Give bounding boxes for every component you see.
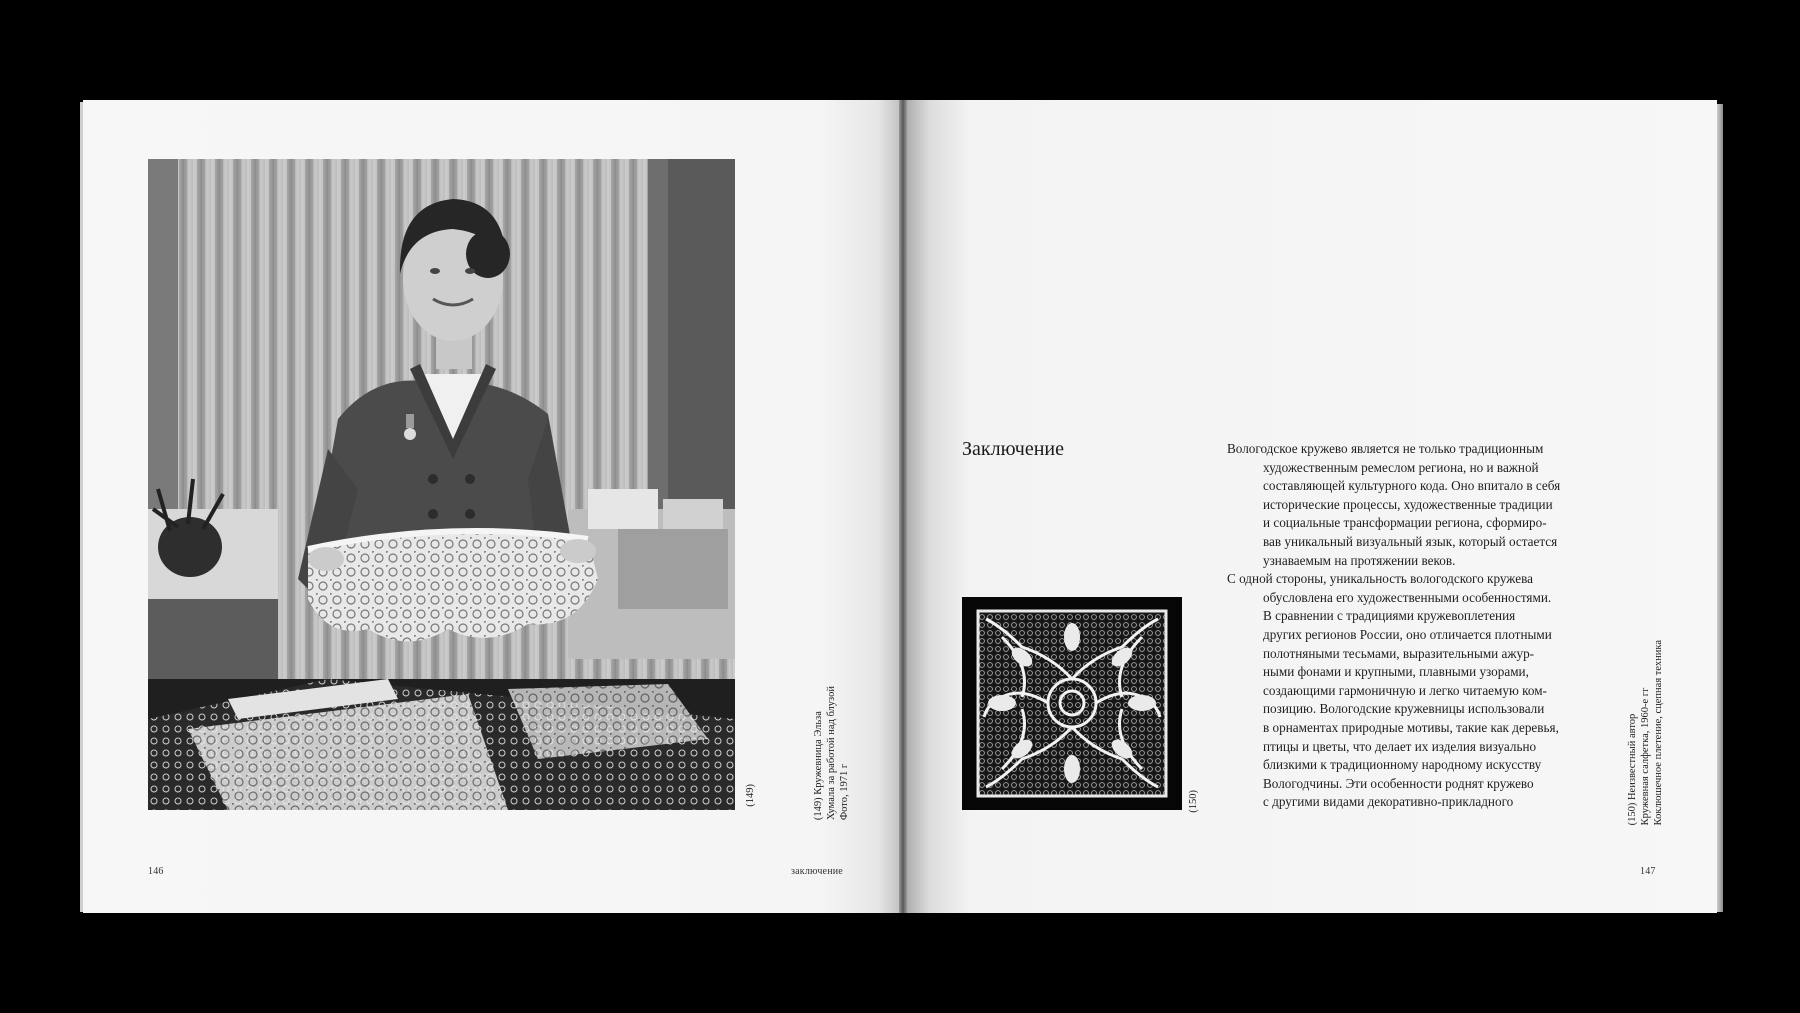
lace-napkin-image: [962, 597, 1182, 810]
photo-caption-line-1: (149) Кружевница Эльза: [813, 711, 824, 821]
body-line: и социальные трансформации региона, сформиро-: [1263, 515, 1547, 531]
body-line: создающими гармоничную и легко читаемую ком-: [1263, 682, 1547, 698]
photo-caption-line-3: Фото, 1971 г: [839, 763, 850, 821]
image-caption-line-2: Кружевная салфетка, 1960-е гг: [1640, 687, 1651, 826]
photo-lacemaker: [148, 159, 735, 810]
running-head: заключение: [791, 866, 843, 877]
page-number-right: 147: [1640, 866, 1656, 877]
photo-caption: [812, 686, 851, 820]
body-line: В сравнении с традициями кружевоплетения: [1263, 608, 1516, 624]
body-line: птицы и цветы, что делает их изделия визуально: [1263, 738, 1537, 754]
image-caption-line-3: Коклюшечное плетение, сцепная техника: [1653, 640, 1664, 826]
photo-caption-number: (149): [745, 784, 756, 807]
body-line: С одной стороны, уникальность вологодского кружева: [1227, 571, 1533, 587]
body-line: с другими видами декоративно-прикладного: [1263, 794, 1514, 810]
body-line: позицию. Вологодские кружевницы использовали: [1263, 701, 1545, 717]
body-line: в орнаментах природные мотивы, такие как деревья,: [1263, 719, 1559, 735]
section-heading: Заключение: [962, 438, 1064, 460]
body-line: узнаваемым на протяжении веков.: [1263, 552, 1456, 568]
image-caption: [1626, 640, 1665, 825]
photo-caption-line-2: Хумала за работой над блузой: [826, 686, 837, 821]
body-line: полотняными тесьмами, выразительными ажур-: [1263, 645, 1535, 661]
body-line: вав уникальный визуальный язык, который остается: [1263, 533, 1558, 549]
page-number-left: 146: [148, 866, 164, 877]
body-line: ными фонами и крупными, плавными узорами,: [1263, 664, 1529, 680]
body-line: близкими к традиционному народному искусству: [1263, 757, 1542, 773]
image-caption-number: (150): [1188, 790, 1199, 813]
body-line: Вологодское кружево является не только традиционным: [1227, 441, 1544, 456]
image-caption-line-1: (150) Неизвестный автор: [1627, 713, 1638, 826]
body-line: Вологодчины. Эти особенности роднят кружево: [1263, 775, 1534, 791]
body-text: [1227, 440, 1587, 812]
body-line: составляющей культурного кода. Оно впитало в себя: [1263, 478, 1561, 494]
book-gutter: [899, 100, 907, 913]
body-line: обусловлена его художественными особенностями.: [1263, 589, 1552, 605]
body-line: художественным ремеслом региона, но и важной: [1263, 459, 1539, 475]
body-line: других регионов России, оно отличается плотными: [1263, 626, 1552, 642]
body-line: исторические процессы, художественные традиции: [1263, 496, 1553, 512]
